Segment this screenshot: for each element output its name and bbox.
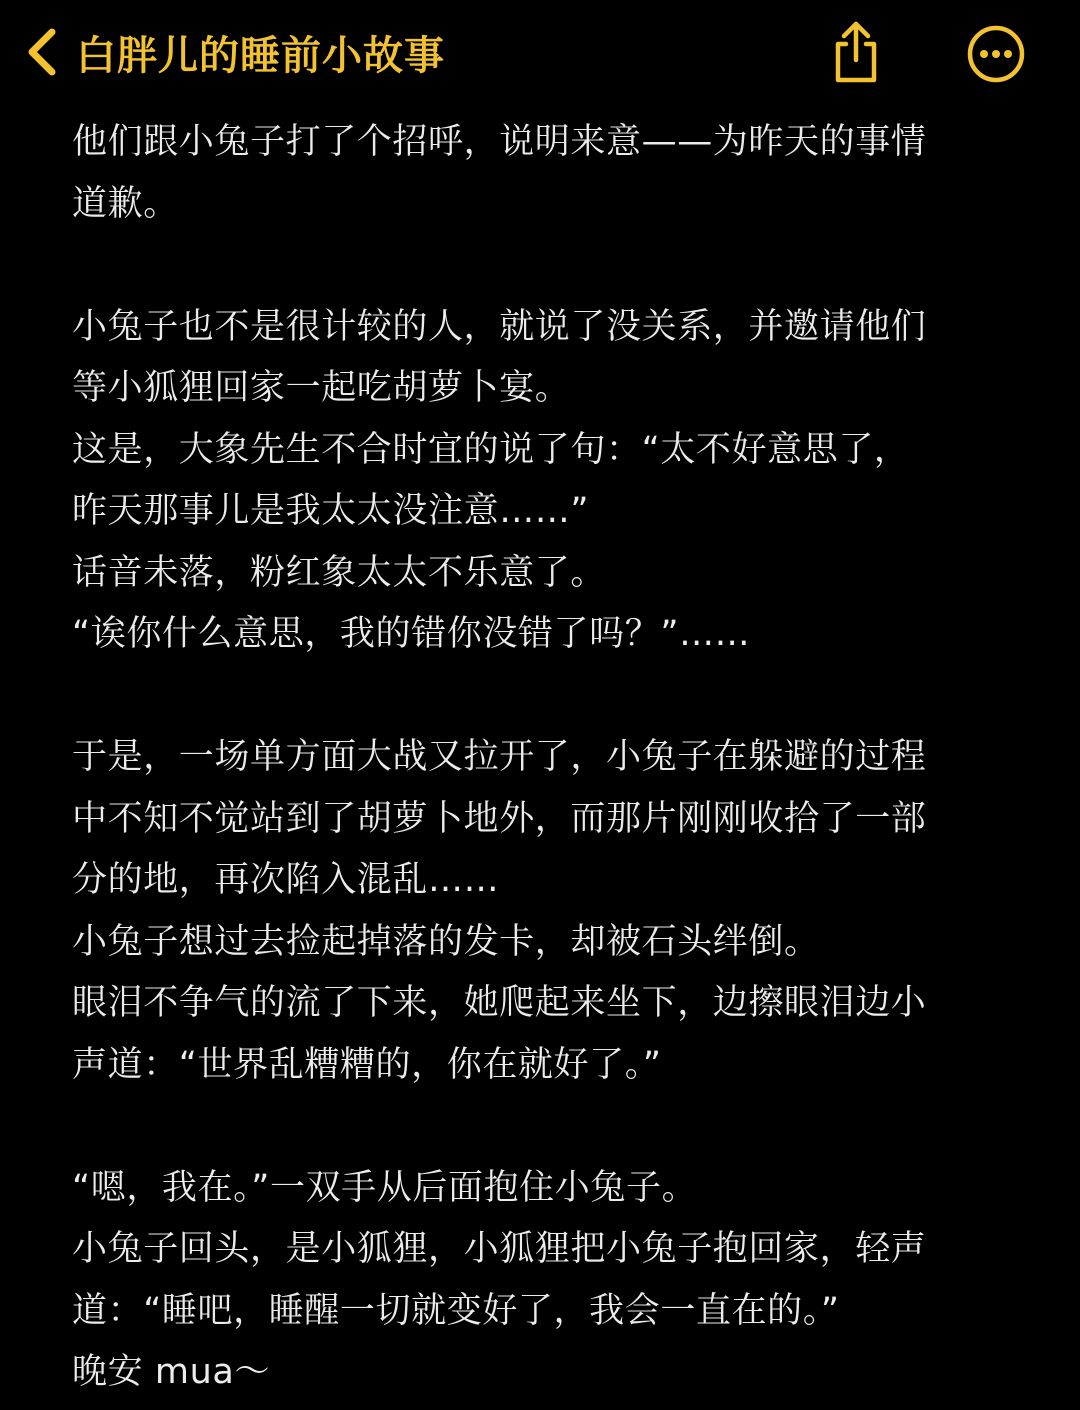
note-line: 等小狐狸回家一起吃胡萝卜宴。 xyxy=(72,368,571,408)
share-icon xyxy=(824,71,888,90)
ellipsis-circle-icon xyxy=(964,71,1028,90)
note-line: 小兔子想过去捡起掉落的发卡，却被石头绊倒。 xyxy=(72,921,820,962)
note-line: 于是，一场单方面大战又拉开了，小兔子在躲避的过程 xyxy=(72,737,927,777)
note-line: 道歉。 xyxy=(72,183,179,224)
chevron-left-icon xyxy=(22,24,62,80)
note-line: 他们跟小兔子打了个招呼，说明来意——为昨天的事情 xyxy=(72,122,927,162)
note-line: 昨天那事儿是我太太没注意……” xyxy=(72,491,590,531)
back-button[interactable] xyxy=(22,10,445,94)
share-button[interactable] xyxy=(824,18,888,86)
blank-line xyxy=(72,666,1012,728)
note-line: “诶你什么意思，我的错你没错了吗？”…… xyxy=(72,614,751,654)
note-line: 小兔子回头，是小狐狸，小狐狸把小兔子抱回家，轻声 xyxy=(72,1229,927,1269)
note-line: “嗯，我在。”一双手从后面抱住小兔子。 xyxy=(72,1167,698,1208)
note-line: 眼泪不争气的流了下来，她爬起来坐下，边擦眼泪边小 xyxy=(72,983,927,1023)
note-title: 白胖儿的睡前小故事 xyxy=(76,32,445,79)
note-line: 道：“睡吧，睡醒一切就变好了，我会一直在的。” xyxy=(72,1290,840,1331)
note-line: 晚安 mua～ xyxy=(72,1352,271,1392)
note-line: 话音未落，粉红象太太不乐意了。 xyxy=(72,552,607,593)
note-line: 这是，大象先生不合时宜的说了句：“太不好意思了， xyxy=(72,429,910,470)
note-line: 声道：“世界乱糟糟的，你在就好了。” xyxy=(72,1044,662,1085)
note-line: 小兔子也不是很计较的人，就说了没关系，并邀请他们 xyxy=(72,306,927,347)
note-line: 中不知不觉站到了胡萝卜地外，而那片刚刚收拾了一部 xyxy=(72,798,927,839)
note-line: 分的地，再次陷入混乱…… xyxy=(72,860,500,900)
navigation-bar xyxy=(0,0,1080,104)
more-options-button[interactable] xyxy=(964,22,1028,86)
blank-line xyxy=(72,1096,1012,1158)
note-body[interactable] xyxy=(72,112,1012,1410)
blank-line xyxy=(72,235,1012,297)
